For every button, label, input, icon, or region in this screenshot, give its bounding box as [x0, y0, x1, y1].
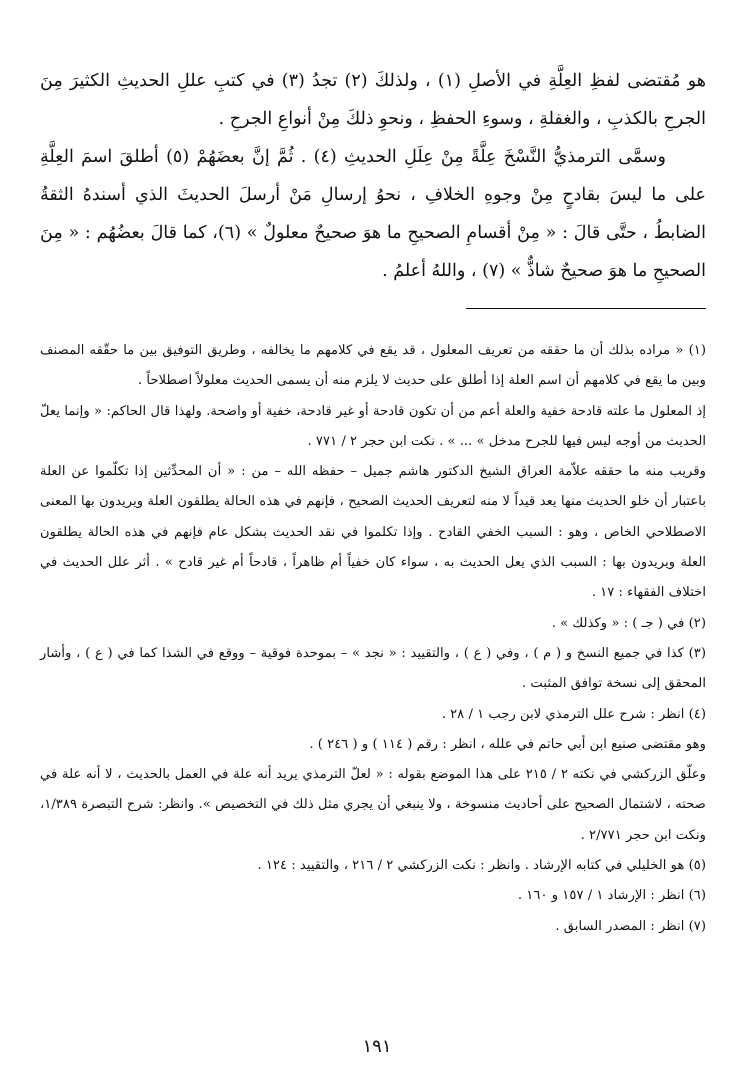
- footnote-2: (٢) في ( جـ ) : « وكذلك » .: [551, 615, 706, 631]
- footnote-5: (٥) هو الخليلي في كتابه الإرشاد . وانظر : نكت الزركشي ٢ / ٢١٦ ، والتقييد : ١٢٤ .: [257, 858, 706, 874]
- footnote-1-cont-b: وقريب منه ما حققه علاّمة العراق الشيخ الدكتور هاشم جميل – حفظه الله – من : « أن المحدِّثين إذا تكلّموا عن العلة باعتبار أن خلو الحديث منها يعد قيداً لا منه لتعريف الحديث الصحيح ، فإنهم في هذه الحالة يطلقون العلة ويريدون بها المعنى الاصطلاحي الخاص ، وهو : السبب الخفي القادح . وإذا تكلموا في نقد الحديث بشكل عام فإنهم في هذه الحالة يطلقون العلة ويريدون بها : السبب الذي يعل الحديث به ، سواء كان خفياً أم ظاهراً ، قادحاً أم غير قادح » . أثر علل الحديث في اختلاف الفقهاء : ١٧ .: [40, 464, 706, 601]
- main-paragraph-1: هو مُقتضى لفظِ العِلَّةِ في الأصلِ (١) ، ولذلكَ (٢) تجدُ (٣) في كتبِ عللِ الحديثِ الكثيرَ مِنَ الجرحِ بالكذبِ ، والغفلةِ ، وسوءِ الحفظِ ، ونحوِ ذلكَ مِنْ أنواعِ الجرحِ .: [40, 71, 706, 129]
- footnote-separator: [40, 290, 706, 300]
- footnote-1: (١) « مراده بذلك أن ما حققه من تعريف المعلول ، قد يقع في كلامهم ما يخالفه ، وطريق التوفيق بين ما حقّقه المصنف وبين ما يقع في كلامهم أن اسم العلة إذا أطلق على حديث لا يلزم منه أن يسمى الحديث معلولاً اصطلاحاً .: [40, 343, 706, 389]
- footnote-4-cont-a: وهو مقتضى صنيع ابن أبي حاتم في علله ، انظر : رقم ( ١١٤ ) و ( ٢٤٦ ) .: [309, 736, 706, 752]
- main-text: [40, 62, 706, 290]
- main-paragraph-2: وسمَّى الترمذيُّ النَّسْخَ عِلَّةً مِنْ عِلَلِ الحديثِ (٤) . ثُمَّ إنَّ بعضَهُمْ (٥) أطلقَ اسمَ العِلَّةِ على ما ليسَ بقادحٍ مِنْ وجوهِ الخلافِ ، نحوُ إرسالِ مَنْ أرسلَ الحديثَ الذي أسندهُ الثقةُ الضابطُ ، حتَّى قالَ : « مِنْ أقسامِ الصحيحِ ما هوَ صحيحٌ معلولٌ » (٦)، كما قالَ بعضُهُم : « مِنَ الصحيحِ ما هوَ صحيحٌ شاذٌّ » (٧) ، واللهُ أعلمُ .: [40, 147, 707, 281]
- separator-line: [466, 308, 706, 309]
- footnote-3: (٣) كذا في جميع النسخ و ( م ) ، وفي ( ع ) ، والتقييد : « نجد » – بموحدة فوقية – ووقع في الشذا كما في ( ع ) ، وأشار المحقق إلى نسخة توافق المثبت .: [40, 645, 706, 692]
- page-number: ١٩١: [362, 1036, 392, 1057]
- footnote-4-cont-b: وعلّق الزركشي في نكته ٢ / ٢١٥ على هذا الموضع بقوله : « لعلّ الترمذي يريد أنه علة في العمل بالحديث ، لا أنه علة في صحته ، لاشتمال الصحيح على أحاديث منسوخة ، ولا ينبغي أن يجري مثل ذلك في التخصيص ». وانظر: شرح التبصرة ١/٣٨٩، ونكت ابن حجر ٢/٧٧١ .: [40, 767, 707, 843]
- page: [40, 62, 706, 1088]
- footnote-6: (٦) انظر : الإرشاد ١ / ١٥٧ و ١٦٠ .: [517, 888, 706, 904]
- footnote-1-cont-a: إذ المعلول ما علته قادحة خفية والعلة أعم من أن تكون قادحة أو غير قادحة، خفية أو واضحة. ولهذا قال الحاكم: « وإنما يعلّ الحديث من أوجه ليس فيها للجرح مدخل » ... » . نكت ابن حجر ٢ / ٧٧١ .: [40, 403, 706, 449]
- footnote-4: (٤) انظر : شرح علل الترمذي لابن رجب ١ / ٢٨ .: [441, 706, 706, 722]
- footnote-7: (٧) انظر : المصدر السابق .: [555, 918, 706, 934]
- footnotes: [40, 336, 706, 942]
